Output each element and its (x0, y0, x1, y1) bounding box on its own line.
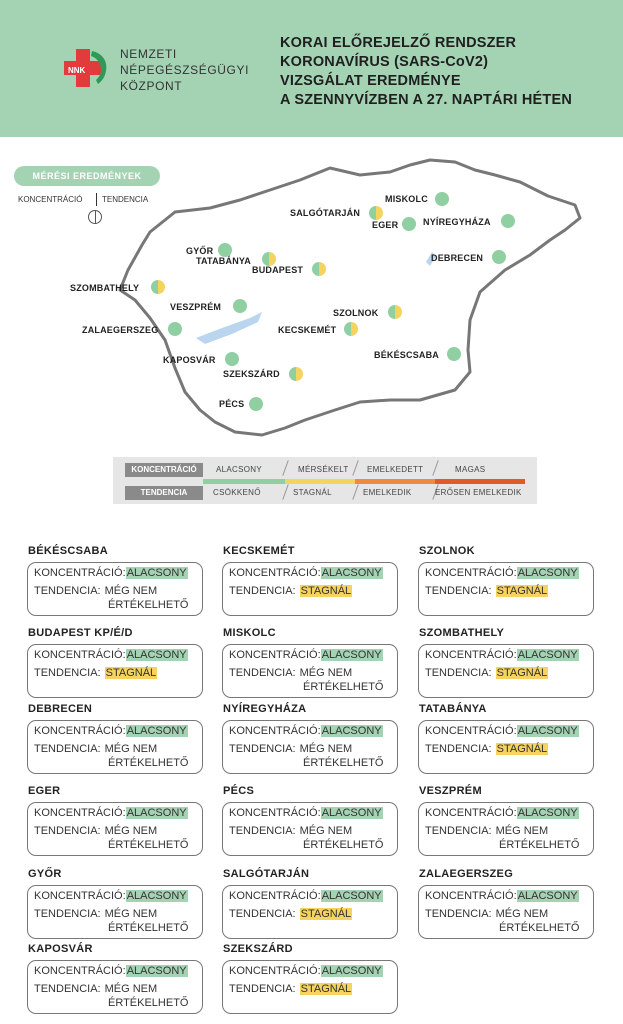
concentration-value: ALACSONY (126, 807, 187, 819)
map-city-label: SALGÓTARJÁN (290, 208, 361, 218)
scale-level: MAGAS (455, 465, 486, 474)
card-title: GYŐR (28, 868, 62, 880)
city-card (222, 960, 398, 1014)
scale-bar-low (203, 479, 285, 484)
trend-value: STAGNÁL (496, 667, 548, 679)
map-city-label: EGER (372, 220, 399, 230)
trend-value: MÉG NEM (299, 825, 353, 837)
concentration-label: KONCENTRÁCIÓ: (34, 725, 126, 737)
trend-label: TENDENCIA: (425, 825, 492, 837)
city-card (222, 562, 398, 616)
card-title: SZOMBATHELY (419, 627, 505, 639)
scale-level: ALACSONY (216, 465, 262, 474)
trend-value-line-2: ÉRTÉKELHETŐ (303, 839, 384, 851)
trend-label: TENDENCIA: (34, 743, 101, 755)
scale-divider (282, 484, 288, 499)
trend-value-line-2: ÉRTÉKELHETŐ (303, 681, 384, 693)
card-title: EGER (28, 785, 61, 797)
city-card (418, 885, 594, 939)
concentration-value: ALACSONY (126, 890, 187, 902)
concentration-row (34, 890, 188, 902)
concentration-value: ALACSONY (321, 567, 382, 579)
trend-row (229, 825, 352, 837)
concentration-row (425, 649, 579, 661)
trend-row (425, 743, 548, 755)
trend-row (34, 667, 157, 679)
concentration-label: KONCENTRÁCIÓ: (229, 965, 321, 977)
trend-value: STAGNÁL (300, 908, 352, 920)
card-title: MISKOLC (223, 627, 276, 639)
concentration-label: KONCENTRÁCIÓ: (34, 890, 126, 902)
concentration-label: KONCENTRÁCIÓ: (229, 567, 321, 579)
trend-row (425, 585, 548, 597)
concentration-row (34, 807, 188, 819)
trend-label: TENDENCIA: (34, 667, 101, 679)
concentration-row (229, 890, 383, 902)
scale-bar-high (435, 479, 525, 484)
trend-row (34, 825, 157, 837)
scale-legend (113, 457, 537, 504)
map-city-dot (249, 397, 263, 411)
city-card (418, 562, 594, 616)
title-line-4: A SZENNYVÍZBEN A 27. NAPTÁRI HÉTEN (280, 92, 572, 108)
trend-value-line-2: ÉRTÉKELHETŐ (108, 922, 189, 934)
concentration-value: ALACSONY (517, 807, 578, 819)
concentration-row (229, 807, 383, 819)
map-city-dot (262, 252, 276, 266)
trend-label: TENDENCIA: (34, 908, 101, 920)
map-city-label: VESZPRÉM (170, 302, 222, 312)
map-city-label: ZALAEGERSZEG (82, 325, 159, 335)
org-line-2: NÉPEGÉSZSÉGÜGYI (120, 63, 250, 77)
card-title: VESZPRÉM (419, 785, 482, 797)
concentration-row (34, 725, 188, 737)
concentration-value: ALACSONY (126, 649, 187, 661)
card-title: NYÍREGYHÁZA (223, 703, 307, 715)
scale-bar-elevated (355, 479, 435, 484)
map-city-label: KAPOSVÁR (163, 355, 216, 365)
country-outline (120, 160, 580, 435)
city-card (27, 644, 203, 698)
concentration-value: ALACSONY (517, 567, 578, 579)
trend-label: TENDENCIA: (425, 667, 492, 679)
scale-trend: STAGNÁL (293, 488, 332, 497)
trend-value: MÉG NEM (495, 908, 549, 920)
trend-value-line-2: ÉRTÉKELHETŐ (303, 757, 384, 769)
concentration-row (34, 567, 188, 579)
trend-label: TENDENCIA: (425, 585, 492, 597)
map-city-label: BUDAPEST (252, 265, 304, 275)
city-card (418, 720, 594, 774)
trend-value-line-2: ÉRTÉKELHETŐ (499, 839, 580, 851)
city-card (222, 885, 398, 939)
header (0, 0, 623, 137)
trend-value: MÉG NEM (299, 743, 353, 755)
city-card (418, 644, 594, 698)
scale-divider (432, 460, 438, 475)
concentration-label: KONCENTRÁCIÓ: (425, 649, 517, 661)
trend-label: TENDENCIA: (229, 908, 296, 920)
city-card (222, 802, 398, 856)
map-city-dot (369, 206, 383, 220)
concentration-row (425, 567, 579, 579)
concentration-label: KONCENTRÁCIÓ: (229, 807, 321, 819)
map-city-dot (388, 305, 402, 319)
map-city-dot (151, 280, 165, 294)
trend-value: STAGNÁL (105, 667, 157, 679)
concentration-row (34, 965, 188, 977)
trend-row (425, 667, 548, 679)
city-card (27, 885, 203, 939)
trend-value: MÉG NEM (104, 908, 158, 920)
card-title: KECSKEMÉT (223, 545, 295, 557)
trend-value: STAGNÁL (300, 585, 352, 597)
map-city-dot (344, 322, 358, 336)
map-city-dot (225, 352, 239, 366)
title-line-3: VIZSGÁLAT EREDMÉNYE (280, 73, 461, 89)
trend-label: TENDENCIA: (229, 667, 296, 679)
concentration-row (34, 649, 188, 661)
trend-label: TENDENCIA: (425, 908, 492, 920)
trend-row (229, 585, 352, 597)
city-card (27, 802, 203, 856)
concentration-row (425, 890, 579, 902)
map-city-dot (289, 367, 303, 381)
concentration-row (229, 725, 383, 737)
city-card (418, 802, 594, 856)
map-city-dot (233, 299, 247, 313)
scale-tendencia-label: TENDENCIA (125, 486, 203, 500)
map-city-label: TATABÁNYA (196, 256, 251, 266)
map-city-dot (312, 262, 326, 276)
city-card (27, 720, 203, 774)
trend-value-line-2: ÉRTÉKELHETŐ (108, 997, 189, 1009)
trend-value-line-2: ÉRTÉKELHETŐ (108, 839, 189, 851)
concentration-label: KONCENTRÁCIÓ: (229, 649, 321, 661)
concentration-value: ALACSONY (321, 807, 382, 819)
map-city-label: SZEKSZÁRD (223, 369, 280, 379)
card-title: ZALAEGERSZEG (419, 868, 514, 880)
concentration-label: KONCENTRÁCIÓ: (425, 890, 517, 902)
map-city-label: DEBRECEN (431, 253, 484, 263)
page-title (280, 34, 572, 110)
card-title: SALGÓTARJÁN (223, 868, 310, 880)
concentration-value: ALACSONY (517, 725, 578, 737)
trend-value: MÉG NEM (104, 983, 158, 995)
concentration-label: KONCENTRÁCIÓ: (34, 807, 126, 819)
concentration-label: KONCENTRÁCIÓ: (425, 807, 517, 819)
card-title: BUDAPEST KP/É/D (28, 627, 133, 639)
concentration-label: KONCENTRÁCIÓ: (229, 725, 321, 737)
measurement-results-badge: MÉRÉSI EREDMÉNYEK (14, 166, 160, 186)
scale-bar-moderate (285, 479, 355, 484)
concentration-value: ALACSONY (321, 890, 382, 902)
concentration-value: ALACSONY (321, 965, 382, 977)
legend-tendencia: TENDENCIA (102, 195, 149, 204)
trend-value-line-2: ÉRTÉKELHETŐ (108, 757, 189, 769)
trend-label: TENDENCIA: (229, 743, 296, 755)
map-city-dot (402, 217, 416, 231)
map-city-dot (501, 214, 515, 228)
trend-row (34, 743, 157, 755)
concentration-row (425, 807, 579, 819)
concentration-label: KONCENTRÁCIÓ: (34, 965, 126, 977)
trend-row (425, 908, 548, 920)
concentration-value: ALACSONY (517, 890, 578, 902)
trend-label: TENDENCIA: (425, 743, 492, 755)
concentration-label: KONCENTRÁCIÓ: (425, 725, 517, 737)
trend-value: MÉG NEM (104, 585, 158, 597)
trend-row (34, 908, 157, 920)
concentration-value: ALACSONY (321, 649, 382, 661)
scale-divider (282, 460, 288, 475)
org-name (120, 46, 249, 94)
concentration-row (425, 725, 579, 737)
scale-trend: CSÖKKENŐ (213, 488, 261, 497)
title-line-1: KORAI ELŐREJELZŐ RENDSZER (280, 35, 517, 51)
trend-label: TENDENCIA: (229, 983, 296, 995)
card-title: SZOLNOK (419, 545, 475, 557)
concentration-value: ALACSONY (126, 965, 187, 977)
trend-label: TENDENCIA: (34, 983, 101, 995)
map-city-dot (218, 243, 232, 257)
trend-value-line-2: ÉRTÉKELHETŐ (499, 922, 580, 934)
city-card (222, 644, 398, 698)
concentration-value: ALACSONY (126, 725, 187, 737)
trend-label: TENDENCIA: (34, 585, 101, 597)
trend-row (34, 983, 157, 995)
concentration-value: ALACSONY (126, 567, 187, 579)
trend-label: TENDENCIA: (229, 825, 296, 837)
concentration-row (229, 965, 383, 977)
map-city-dot (435, 192, 449, 206)
trend-value: STAGNÁL (496, 585, 548, 597)
trend-value: MÉG NEM (104, 743, 158, 755)
card-title: PÉCS (223, 785, 255, 797)
concentration-label: KONCENTRÁCIÓ: (425, 567, 517, 579)
map-city-label: GYŐR (186, 246, 214, 256)
concentration-label: KONCENTRÁCIÓ: (34, 567, 126, 579)
title-line-2: KORONAVÍRUS (SARS-CoV2) (280, 54, 489, 70)
scale-trend: ERŐSEN EMELKEDIK (435, 488, 522, 497)
trend-row (229, 983, 352, 995)
scale-divider (352, 484, 358, 499)
trend-value: MÉG NEM (495, 825, 549, 837)
map-city-dot (492, 250, 506, 264)
trend-row (229, 743, 352, 755)
card-title: KAPOSVÁR (28, 943, 93, 955)
org-line-3: KÖZPONT (120, 79, 183, 93)
scale-level: MÉRSÉKELT (298, 465, 349, 474)
map-city-label: NYÍREGYHÁZA (423, 217, 491, 227)
scale-trend: EMELKEDIK (363, 488, 412, 497)
map-city-label: PÉCS (219, 399, 245, 409)
card-title: TATABÁNYA (419, 703, 487, 715)
map-city-dot (447, 347, 461, 361)
concentration-label: KONCENTRÁCIÓ: (229, 890, 321, 902)
nnk-logo-icon (58, 47, 118, 93)
svg-text:NNK: NNK (68, 66, 86, 75)
trend-label: TENDENCIA: (34, 825, 101, 837)
map-city-label: KECSKEMÉT (278, 325, 337, 335)
city-card (27, 960, 203, 1014)
map-city-label: SZOMBATHELY (70, 283, 140, 293)
trend-row (425, 825, 548, 837)
trend-row (229, 667, 352, 679)
scale-koncentracio-label: KONCENTRÁCIÓ (125, 463, 203, 477)
hungary-map (0, 150, 623, 450)
trend-row (229, 908, 352, 920)
trend-value: STAGNÁL (496, 743, 548, 755)
concentration-row (229, 649, 383, 661)
card-title: SZEKSZÁRD (223, 943, 293, 955)
trend-value-line-2: ÉRTÉKELHETŐ (108, 599, 189, 611)
city-card (222, 720, 398, 774)
org-line-1: NEMZETI (120, 47, 177, 61)
legend-koncentracio: KONCENTRÁCIÓ (18, 195, 83, 204)
map-city-label: SZOLNOK (333, 308, 379, 318)
city-card (27, 562, 203, 616)
map-city-label: MISKOLC (385, 194, 428, 204)
trend-value: STAGNÁL (300, 983, 352, 995)
card-title: DEBRECEN (28, 703, 93, 715)
map-city-dot (168, 322, 182, 336)
concentration-value: ALACSONY (321, 725, 382, 737)
scale-divider (352, 460, 358, 475)
concentration-value: ALACSONY (517, 649, 578, 661)
concentration-row (229, 567, 383, 579)
trend-value: MÉG NEM (299, 667, 353, 679)
trend-row (34, 585, 157, 597)
map-city-label: BÉKÉSCSABA (374, 350, 440, 360)
concentration-label: KONCENTRÁCIÓ: (34, 649, 126, 661)
trend-value: MÉG NEM (104, 825, 158, 837)
card-title: BÉKÉSCSABA (28, 545, 109, 557)
scale-level: EMELKEDETT (367, 465, 424, 474)
trend-label: TENDENCIA: (229, 585, 296, 597)
